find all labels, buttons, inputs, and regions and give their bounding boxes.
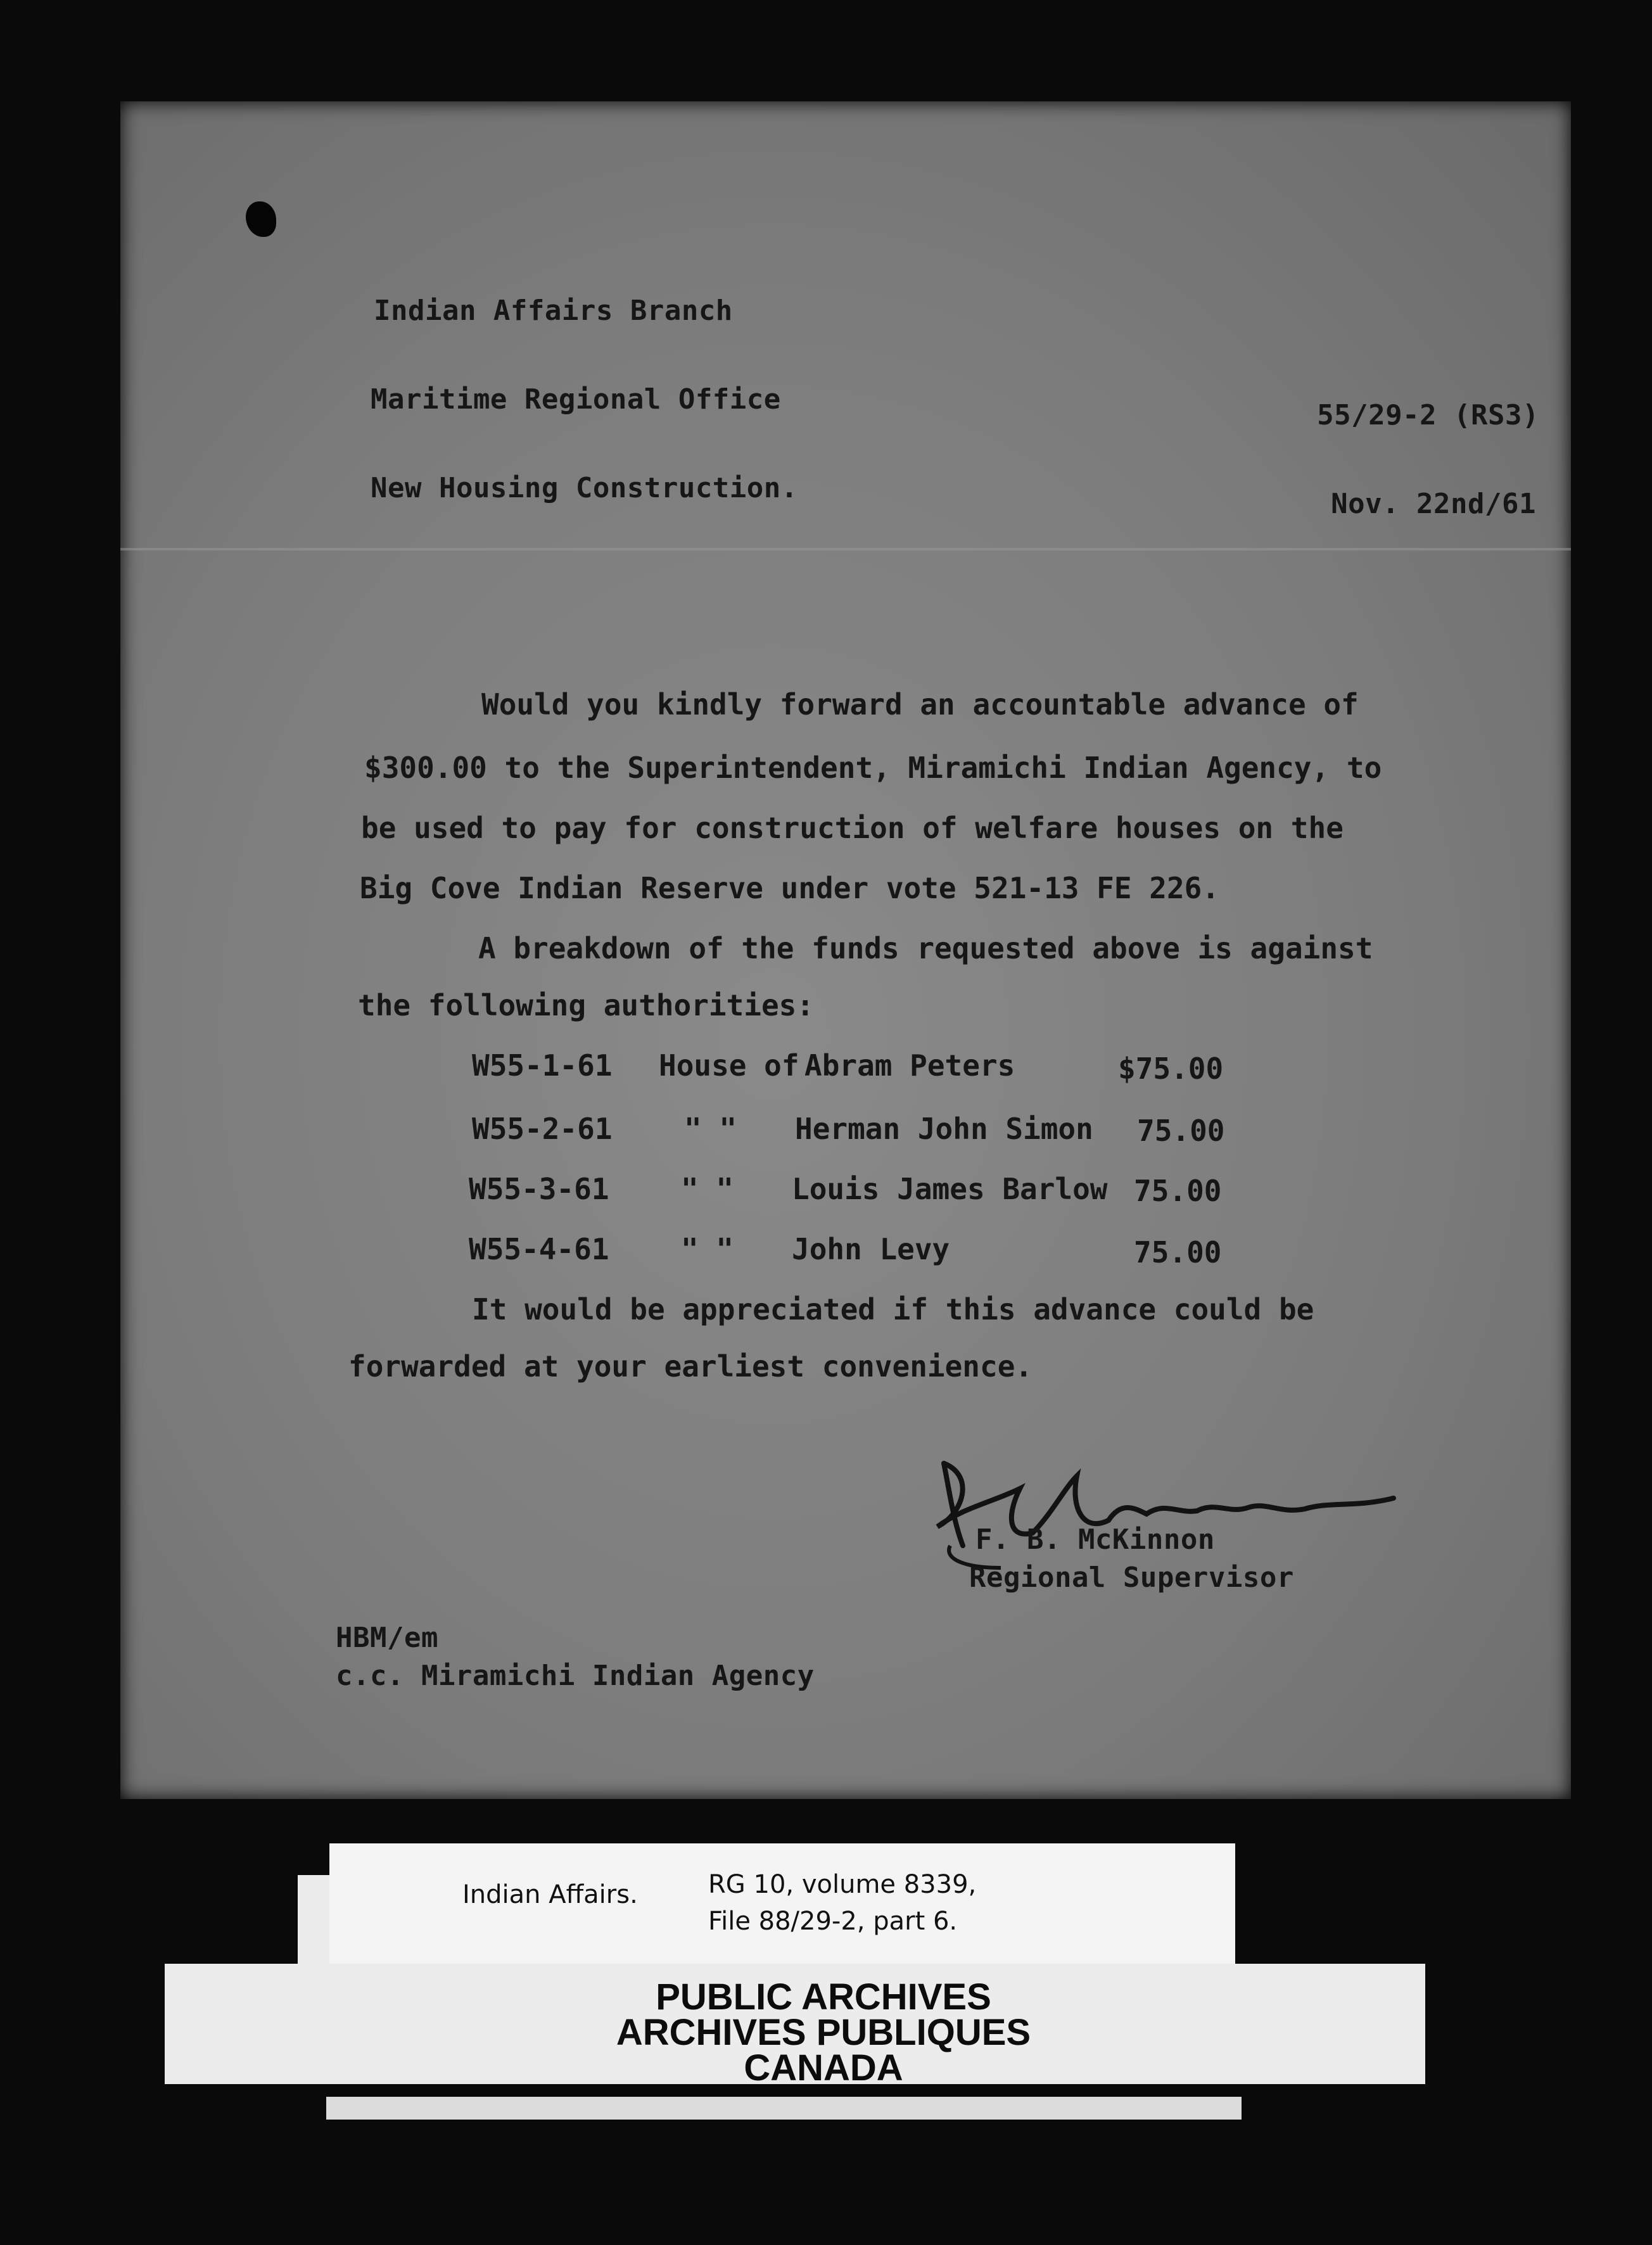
authority-name: Abram Peters <box>804 1048 1015 1083</box>
label-bottom-strip <box>326 2097 1242 2120</box>
archives-stamp <box>443 1976 1204 2089</box>
authority-amount: 75.00 <box>1134 1235 1222 1269</box>
authority-amount: 75.00 <box>1137 1114 1225 1148</box>
signatory-name: F. B. McKinnon <box>975 1523 1215 1556</box>
authority-prefix: " " <box>681 1232 734 1266</box>
body-line: Would you kindly forward an accountable advance of <box>481 687 1359 722</box>
authority-prefix: " " <box>681 1172 734 1206</box>
letterhead-subject: New Housing Construction. <box>371 472 798 504</box>
authority-name: John Levy <box>792 1232 950 1266</box>
authority-name: Herman John Simon <box>795 1112 1093 1146</box>
letter-page <box>120 101 1571 1799</box>
label-notch-right <box>1229 1875 1425 1964</box>
stamp-line: CANADA <box>744 2047 903 2089</box>
letter-date: Nov. 22nd/61 <box>1331 488 1536 520</box>
authority-prefix: House of <box>659 1048 799 1083</box>
body-line: $300.00 to the Superintendent, Miramichi Indian Agency, to <box>364 751 1382 785</box>
body-line: be used to pay for construction of welfare houses on the <box>361 811 1344 845</box>
body-line: Big Cove Indian Reserve under vote 521-13 FE 226. <box>360 871 1220 905</box>
authority-code: W55-4-61 <box>469 1232 609 1266</box>
reference-line-2: File 88/29-2, part 6. <box>708 1907 958 1936</box>
handwritten-signature <box>925 1438 1482 1577</box>
stamp-line: PUBLIC ARCHIVES <box>656 1976 991 2018</box>
file-reference: 55/29-2 (RS3) <box>1317 399 1539 431</box>
body-line: A breakdown of the funds requested above is against <box>478 931 1373 965</box>
authority-code: W55-3-61 <box>469 1172 609 1206</box>
reference-line-1: RG 10, volume 8339, <box>708 1870 977 1899</box>
label-notch-left <box>165 1875 298 1964</box>
authority-amount: $75.00 <box>1118 1052 1224 1086</box>
carbon-copy-line: c.c. Miramichi Indian Agency <box>336 1660 815 1692</box>
authority-code: W55-2-61 <box>472 1112 613 1146</box>
page-fold <box>120 548 1571 550</box>
body-line: It would be appreciated if this advance could be <box>472 1292 1314 1326</box>
authority-code: W55-1-61 <box>472 1048 613 1083</box>
body-line: forwarded at your earliest convenience. <box>348 1349 1033 1383</box>
authority-prefix: " " <box>684 1112 737 1146</box>
letterhead-branch: Indian Affairs Branch <box>374 295 733 327</box>
fonds-name: Indian Affairs. <box>462 1880 638 1909</box>
stamp-line: ARCHIVES PUBLIQUES <box>616 2012 1031 2053</box>
authority-amount: 75.00 <box>1134 1174 1222 1208</box>
signatory-title: Regional Supervisor <box>969 1561 1294 1594</box>
body-line: the following authorities: <box>358 988 815 1022</box>
archive-reference-label <box>329 1843 1235 1964</box>
authority-name: Louis James Barlow <box>792 1172 1108 1206</box>
ink-smudge <box>246 201 276 237</box>
typist-initials: HBM/em <box>336 1622 438 1654</box>
letterhead-office: Maritime Regional Office <box>371 383 781 416</box>
